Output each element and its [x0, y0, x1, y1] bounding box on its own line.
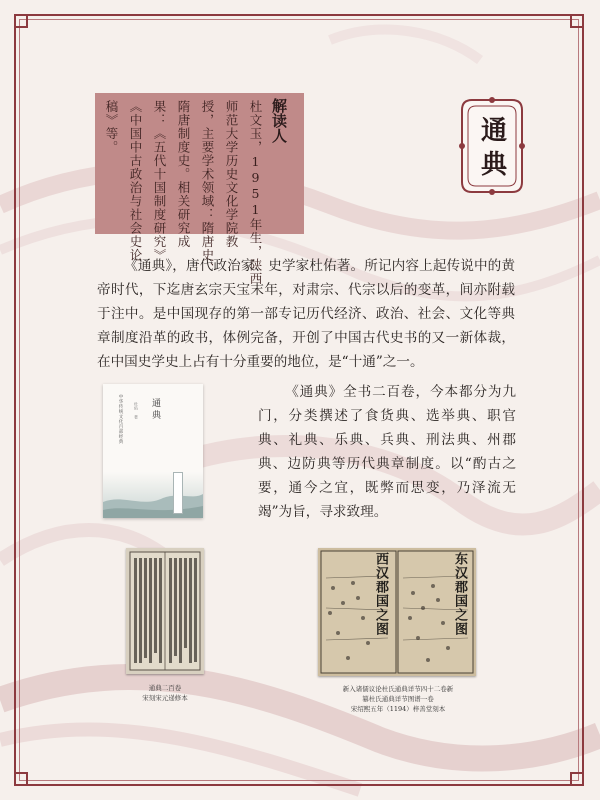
book-spine-label [173, 472, 183, 514]
caption-line: 通典二百卷 [148, 684, 182, 692]
frame-corner [14, 772, 28, 786]
interpreter-line: 授，主要学术领域：隋唐史、 [200, 100, 215, 276]
interpreter-line: 稿》等。 [104, 100, 119, 154]
interpreter-line: 隋唐制度史。相关研究成 [176, 100, 191, 249]
frame-corner [14, 14, 28, 28]
scan-right-caption [300, 684, 496, 714]
interpreter-line: 杜文玉，1951年生，陕西 [248, 100, 263, 286]
interpreter-line: 果：《五代十国制度研究》 [152, 100, 167, 262]
book-title-text: 通典 [150, 398, 160, 422]
title-badge [452, 92, 532, 200]
ancient-book-scan-left [126, 548, 204, 674]
detail-paragraph: 《通典》全书二百卷，今本都分为九门，分类撰述了食货典、选举典、职官典、礼典、乐典、兵典、刑法典、州郡典、边防典等历代典章制度。以“酌古之要，通今之宜，既弊而思变，乃泽流无竭”为旨，寻求致理。 [258, 384, 516, 520]
caption-line: 新入诸儒议论杜氏通典详节四十二卷新 [342, 685, 454, 693]
caption-line: 纂杜氏通典详节图谱一卷 [362, 695, 434, 703]
book-cover-band [103, 472, 203, 518]
interpreter-heading: 解读人 [270, 98, 288, 143]
frame-corner [570, 14, 584, 28]
caption-line: 宋刻宋元递修本 [142, 694, 188, 702]
interpreter-line: 师范大学历史文化学院教 [224, 100, 239, 249]
caption-line: 宋绍熙五年（1194）梓善堂刻本 [350, 705, 446, 713]
book-cover-image [103, 384, 203, 518]
book-author-text: 杜佑 著 [134, 402, 139, 419]
interpreter-line: 《中国中古政治与社会史论 [128, 100, 143, 262]
page-title: 通典 [476, 116, 507, 184]
scan-page-heading: 东汉郡国之图 [452, 552, 467, 636]
ancient-book-scan-right [318, 548, 476, 676]
frame-corner [570, 772, 584, 786]
book-series-text: 中华传统文化百部经典 [118, 394, 123, 444]
scan-page-heading: 西汉郡国之图 [373, 552, 388, 636]
scan-left-caption [105, 683, 225, 703]
intro-paragraph: 《通典》，唐代政治家、史学家杜佑著。所记内容上起传说中的黄帝时代，下迄唐玄宗天宝末年，对肃宗、代宗以后的变革，间亦附载于注中。是中国现存的第一部专记历代经济、政治、社会、文化等典章制度沿革的政书，体例完备，开创了中国古代史书的又一新体裁，在中国史学史上占有十分重要的地位，是“十通”之一。 [97, 258, 515, 370]
scan-texture [126, 548, 204, 674]
